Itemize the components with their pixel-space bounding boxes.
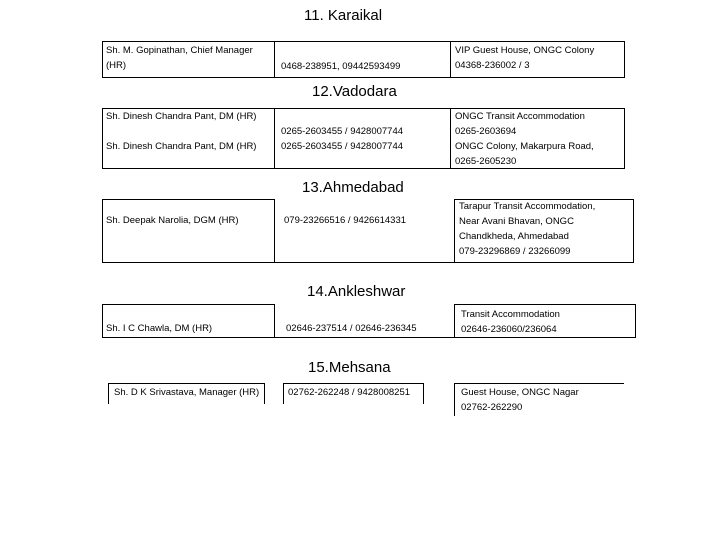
contact-line: Sh. Deepak Narolia, DGM (HR) — [106, 215, 239, 226]
contact-cell — [106, 43, 253, 73]
table-border — [454, 383, 455, 416]
table-border — [102, 337, 636, 338]
contact-line: Sh. Dinesh Chandra Pant, DM (HR) — [106, 141, 257, 152]
phone-line: 079-23266516 / 9426614331 — [284, 215, 407, 226]
table-border — [102, 199, 103, 263]
table-border — [108, 383, 109, 404]
contact-line: (HR) — [106, 60, 127, 71]
table-border — [283, 383, 284, 404]
contact-cell — [106, 321, 212, 336]
table-border — [264, 383, 265, 404]
phone-line: 0265-2603455 / 9428007744 — [281, 141, 404, 152]
contact-cell — [106, 109, 256, 124]
contact-cell — [106, 213, 239, 228]
table-border — [633, 199, 634, 263]
address-line: Guest House, ONGC Nagar — [461, 387, 579, 398]
table-border — [454, 383, 624, 384]
table-border — [274, 304, 275, 338]
phone-cell — [284, 213, 406, 228]
address-line: Near Avani Bhavan, ONGC — [459, 216, 574, 227]
phone-line: 0265-2603455 / 9428007744 — [281, 126, 404, 137]
table-border — [423, 383, 424, 404]
address-cell — [461, 307, 560, 337]
address-cell — [455, 109, 594, 169]
contact-cell — [114, 385, 259, 400]
section-title-karaikal: 11. Karaikal — [304, 7, 383, 24]
address-line: Transit Accommodation — [461, 309, 560, 320]
table-border — [450, 41, 451, 78]
address-cell — [455, 43, 594, 73]
contact-cell — [106, 139, 256, 154]
address-line: Chandkheda, Ahmedabad — [459, 231, 569, 242]
phone-line: 0468-238951, 09442593499 — [281, 61, 401, 72]
contact-line: Sh. Dinesh Chandra Pant, DM (HR) — [106, 111, 257, 122]
address-line: ONGC Colony, Makarpura Road, — [455, 141, 594, 152]
table-border — [102, 108, 103, 169]
phone-cell — [281, 124, 403, 154]
section-title-ahmedabad: 13.Ahmedabad — [302, 179, 404, 196]
address-line: 0265-2603694 — [455, 126, 517, 137]
table-border — [108, 383, 264, 384]
section-title-mehsana: 15.Mehsana — [308, 359, 391, 376]
contact-line: Sh. M. Gopinathan, Chief Manager — [106, 45, 253, 56]
contact-line: Sh. D K Srivastava, Manager (HR) — [114, 387, 260, 398]
table-border — [454, 304, 636, 305]
table-border — [624, 108, 625, 169]
phone-cell — [288, 385, 410, 400]
table-border — [102, 304, 274, 305]
address-line: Tarapur Transit Accommodation, — [459, 201, 596, 212]
table-border — [450, 108, 451, 169]
table-border — [624, 41, 625, 78]
address-line: 02646-236060/236064 — [461, 324, 557, 335]
address-line: 079-23296869 / 23266099 — [459, 246, 571, 257]
table-border — [283, 383, 423, 384]
address-line: ONGC Transit Accommodation — [455, 111, 585, 122]
table-border — [454, 199, 455, 263]
table-border — [102, 77, 625, 78]
address-line: VIP Guest House, ONGC Colony — [455, 45, 595, 56]
address-line: 04368-236002 / 3 — [455, 60, 530, 71]
table-border — [102, 304, 103, 338]
section-title-vadodara: 12.Vadodara — [312, 83, 397, 100]
address-line: 02762-262290 — [461, 402, 523, 413]
table-border — [102, 262, 634, 263]
table-border — [274, 41, 275, 78]
section-title-ankleshwar: 14.Ankleshwar — [307, 283, 406, 300]
phone-line: 02646-237514 / 02646-236345 — [286, 323, 417, 334]
contact-line: Sh. I C Chawla, DM (HR) — [106, 323, 213, 334]
phone-line: 02762-262248 / 9428008251 — [288, 387, 411, 398]
address-cell — [459, 199, 595, 259]
table-border — [274, 108, 275, 169]
table-border — [102, 41, 625, 42]
table-border — [454, 304, 455, 338]
table-border — [102, 41, 103, 78]
table-border — [102, 199, 274, 200]
address-cell — [461, 385, 579, 415]
phone-cell — [281, 59, 400, 74]
address-line: 0265-2605230 — [455, 156, 517, 167]
table-border — [274, 199, 275, 263]
phone-cell — [286, 321, 416, 336]
table-border — [635, 304, 636, 338]
